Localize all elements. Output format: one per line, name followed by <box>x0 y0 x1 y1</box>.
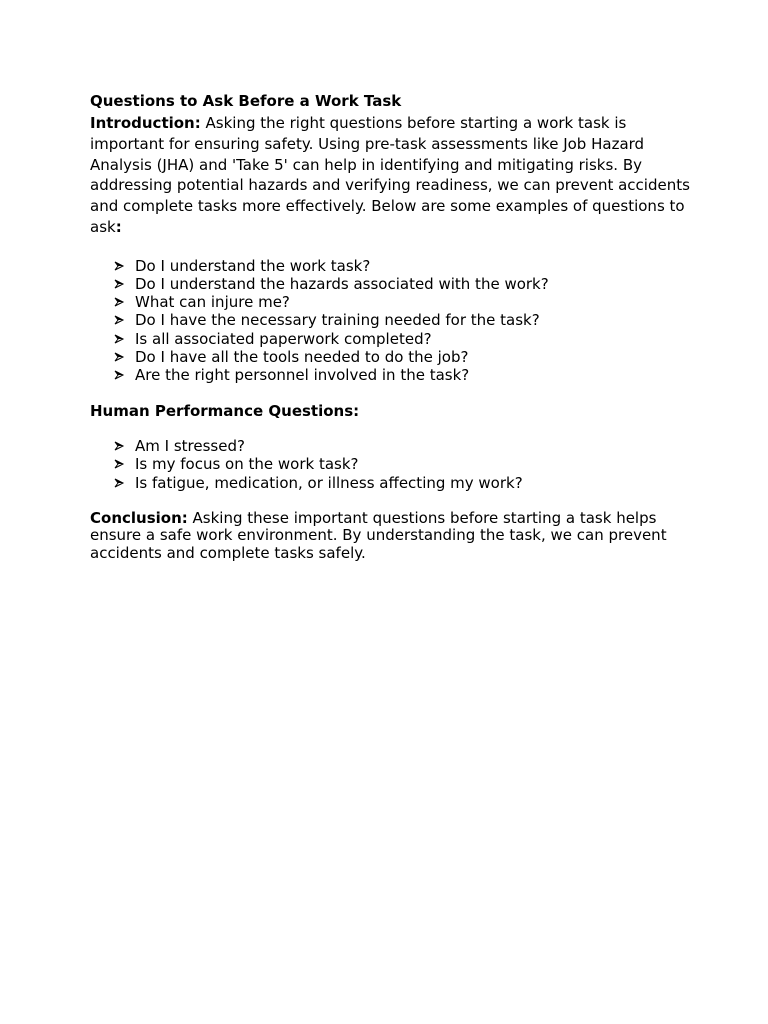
question-text: Is my focus on the work task? <box>135 455 359 474</box>
arrowhead-bullet-icon <box>113 311 125 329</box>
list-item <box>113 257 690 275</box>
introduction-text: Asking the right questions before starting a work task is important for ensuring safety. Using pre-task assessments like Job Hazard Analysis (JHA) and 'Take 5' can help in identifying and mitigating risks. By addressing potential hazards and verifying readiness, we can prevent accidents and complete tasks more effectively. Below are some examples of questions to ask <box>90 114 690 236</box>
arrowhead-bullet-icon <box>113 455 125 473</box>
question-text: Do I have the necessary training needed for the task? <box>135 311 540 330</box>
pre-task-questions-list <box>90 257 690 384</box>
question-text: Do I understand the work task? <box>135 256 371 275</box>
conclusion-text: Asking these important questions before starting a task helps ensure a safe work environment. By understanding the task, we can prevent accidents and complete tasks safely. <box>90 508 667 562</box>
arrowhead-bullet-icon <box>113 293 125 311</box>
human-performance-questions-list <box>90 437 690 492</box>
question-text: Do I have all the tools needed to do the job? <box>135 347 469 366</box>
arrowhead-bullet-icon <box>113 437 125 455</box>
list-item <box>113 474 690 492</box>
introduction-label: Introduction: <box>90 114 201 132</box>
arrowhead-bullet-icon <box>113 257 125 275</box>
question-text: Am I stressed? <box>135 437 245 456</box>
question-text: What can injure me? <box>135 293 290 312</box>
list-item <box>113 311 690 329</box>
conclusion-label: Conclusion: <box>90 508 188 527</box>
list-item <box>113 330 690 348</box>
human-performance-heading: Human Performance Questions: <box>90 402 360 421</box>
conclusion-paragraph <box>90 510 690 563</box>
list-item <box>113 275 690 293</box>
question-text: Is fatigue, medication, or illness affecting my work? <box>135 473 523 492</box>
document-title: Questions to Ask Before a Work Task <box>90 92 402 110</box>
question-text: Are the right personnel involved in the task? <box>135 366 470 384</box>
arrowhead-bullet-icon <box>113 474 125 492</box>
arrowhead-bullet-icon <box>113 330 125 348</box>
list-item <box>113 348 690 366</box>
introduction-colon: : <box>115 217 122 236</box>
arrowhead-bullet-icon <box>113 348 125 366</box>
arrowhead-bullet-icon <box>113 366 125 384</box>
list-item <box>113 455 690 473</box>
arrowhead-bullet-icon <box>113 275 125 293</box>
list-item <box>113 293 690 311</box>
introduction-paragraph <box>90 113 690 238</box>
list-item <box>113 437 690 455</box>
list-item <box>113 366 690 384</box>
question-text: Is all associated paperwork completed? <box>135 329 432 348</box>
question-text: Do I understand the hazards associated with the work? <box>135 274 549 293</box>
document-page <box>90 91 690 562</box>
